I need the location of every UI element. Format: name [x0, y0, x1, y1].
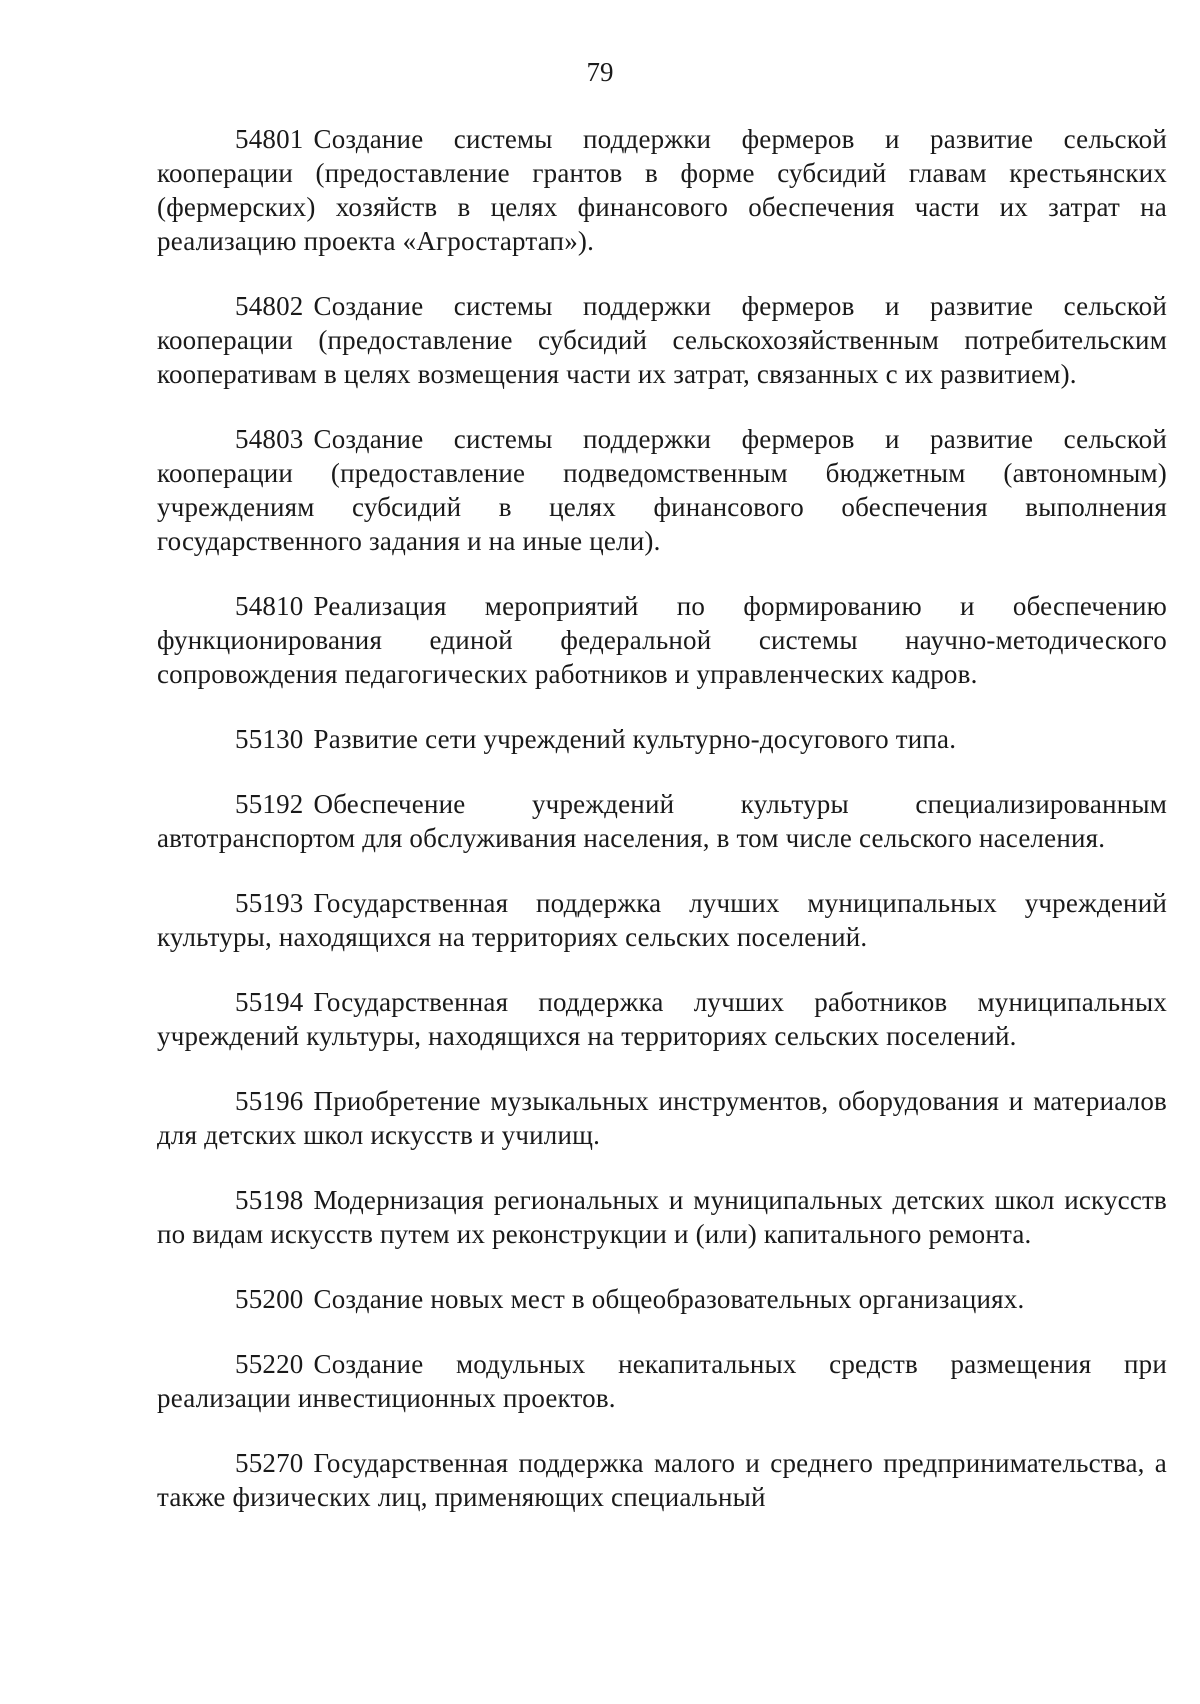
budget-code: 54803	[235, 424, 304, 454]
paragraph-text: Обеспечение учреждений культуры специализированным автотранспортом для обслуживания населения, в том числе сельского населения.	[157, 789, 1167, 853]
budget-code: 54801	[235, 124, 304, 154]
budget-code: 55130	[235, 724, 304, 754]
paragraph-text: Государственная поддержка малого и среднего предпринимательства, а также физических лиц, применяющих специальный	[157, 1448, 1167, 1512]
budget-code: 55200	[235, 1284, 304, 1314]
paragraph-text: Модернизация региональных и муниципальных детских школ искусств по видам искусств путем их реконструкции и (или) капитального ремонта.	[157, 1185, 1167, 1249]
budget-code: 54810	[235, 591, 304, 621]
paragraph-text: Государственная поддержка лучших работников муниципальных учреждений культуры, находящихся на территориях сельских поселений.	[157, 987, 1167, 1051]
paragraph-55220	[157, 1347, 1167, 1415]
paragraph-55193	[157, 886, 1167, 954]
budget-code: 54802	[235, 291, 304, 321]
paragraph-54801	[157, 122, 1167, 258]
paragraph-55130	[157, 722, 1167, 756]
paragraph-text: Реализация мероприятий по формированию и обеспечению функционирования единой федеральной системы научно-методического сопровождения педагогических работников и управленческих кадров.	[157, 591, 1167, 689]
paragraph-text: Создание модульных некапитальных средств размещения при реализации инвестиционных проектов.	[157, 1349, 1167, 1413]
paragraph-55200	[157, 1282, 1167, 1316]
paragraph-54803	[157, 422, 1167, 558]
paragraph-text: Создание системы поддержки фермеров и развитие сельской кооперации (предоставление грантов в форме субсидий главам крестьянских (фермерских) хозяйств в целях финансового обеспечения части их затрат на реализацию проекта «Агростартап»).	[157, 124, 1167, 256]
budget-code: 55192	[235, 789, 304, 819]
budget-code: 55196	[235, 1086, 304, 1116]
paragraph-text: Государственная поддержка лучших муниципальных учреждений культуры, находящихся на территориях сельских поселений.	[157, 888, 1167, 952]
paragraph-text: Создание системы поддержки фермеров и развитие сельской кооперации (предоставление подведомственным бюджетным (автономным) учреждениям субсидий в целях финансового обеспечения выполнения государственного задания и на иные цели).	[157, 424, 1167, 556]
budget-code: 55193	[235, 888, 304, 918]
document-body	[157, 122, 1167, 1545]
paragraph-55192	[157, 787, 1167, 855]
paragraph-54802	[157, 289, 1167, 391]
page-number: 79	[586, 57, 614, 87]
paragraph-text: Создание системы поддержки фермеров и развитие сельской кооперации (предоставление субсидий сельскохозяйственным потребительским кооперативам в целях возмещения части их затрат, связанных с их развитием).	[157, 291, 1167, 389]
paragraph-55270	[157, 1446, 1167, 1514]
budget-code: 55194	[235, 987, 304, 1017]
paragraph-54810	[157, 589, 1167, 691]
paragraph-55198	[157, 1183, 1167, 1251]
paragraph-text: Развитие сети учреждений культурно-досугового типа.	[313, 724, 957, 754]
paragraph-text: Создание новых мест в общеобразовательных организациях.	[313, 1284, 1025, 1314]
budget-code: 55198	[235, 1185, 304, 1215]
paragraph-55194	[157, 985, 1167, 1053]
paragraph-text: Приобретение музыкальных инструментов, оборудования и материалов для детских школ искусств и училищ.	[157, 1086, 1167, 1150]
budget-code: 55220	[235, 1349, 304, 1379]
paragraph-55196	[157, 1084, 1167, 1152]
budget-code: 55270	[235, 1448, 304, 1478]
